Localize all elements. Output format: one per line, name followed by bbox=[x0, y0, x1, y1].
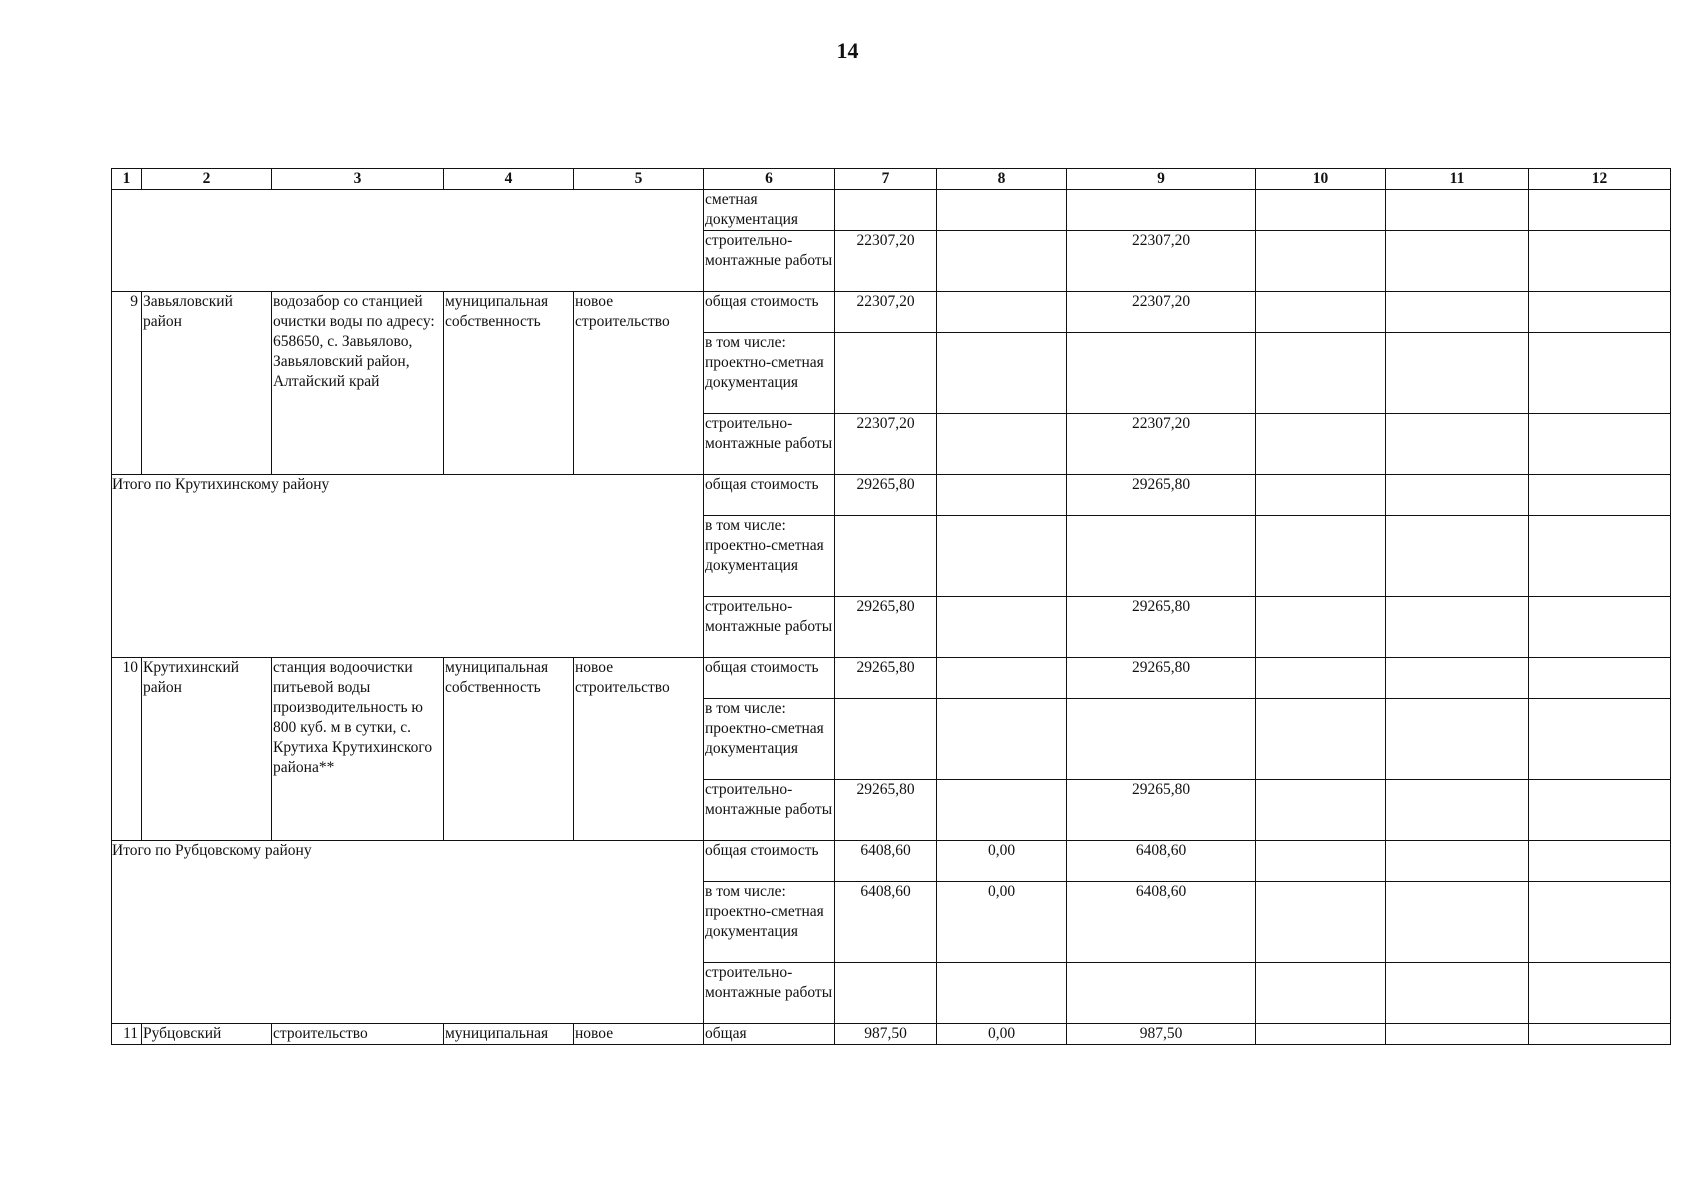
empty-cell bbox=[1386, 780, 1529, 841]
empty-cell bbox=[1256, 231, 1386, 292]
value-cell: 29265,80 bbox=[1067, 475, 1256, 516]
column-header: 5 bbox=[574, 169, 704, 190]
value-cell: 6408,60 bbox=[835, 882, 937, 963]
column-header: 8 bbox=[937, 169, 1067, 190]
empty-cell bbox=[1529, 190, 1671, 231]
cost-type-label: строительно-монтажные работы bbox=[704, 414, 835, 475]
object-cell: станция водоочистки питьевой воды производительность ю 800 куб. м в сутки, с. Крутиха Крутихинского района** bbox=[272, 658, 444, 841]
cost-type-label: общая стоимость bbox=[704, 475, 835, 516]
column-header: 2 bbox=[142, 169, 272, 190]
column-header: 12 bbox=[1529, 169, 1671, 190]
cost-type-label: общая стоимость bbox=[704, 292, 835, 333]
empty-cell bbox=[1256, 963, 1386, 1024]
value-cell bbox=[937, 597, 1067, 658]
value-cell: 987,50 bbox=[1067, 1024, 1256, 1045]
column-header: 10 bbox=[1256, 169, 1386, 190]
construction-type-cell: новое bbox=[574, 1024, 704, 1045]
value-cell: 0,00 bbox=[937, 882, 1067, 963]
value-cell: 22307,20 bbox=[1067, 292, 1256, 333]
empty-cell bbox=[1386, 475, 1529, 516]
value-cell: 22307,20 bbox=[835, 414, 937, 475]
district-cell: Рубцовский bbox=[142, 1024, 272, 1045]
empty-cell bbox=[1256, 475, 1386, 516]
empty-cell bbox=[1256, 292, 1386, 333]
column-header: 7 bbox=[835, 169, 937, 190]
value-cell bbox=[1067, 190, 1256, 231]
empty-cell bbox=[1529, 414, 1671, 475]
value-cell bbox=[937, 963, 1067, 1024]
value-cell bbox=[835, 963, 937, 1024]
value-cell: 6408,60 bbox=[1067, 882, 1256, 963]
cost-type-label: строительно-монтажные работы bbox=[704, 780, 835, 841]
empty-cell bbox=[1529, 292, 1671, 333]
empty-cell bbox=[1256, 780, 1386, 841]
empty-cell bbox=[1386, 1024, 1529, 1045]
investment-table bbox=[111, 168, 1671, 1045]
empty-cell bbox=[1529, 658, 1671, 699]
empty-cell bbox=[1529, 780, 1671, 841]
value-cell: 29265,80 bbox=[835, 475, 937, 516]
value-cell bbox=[835, 190, 937, 231]
column-header: 9 bbox=[1067, 169, 1256, 190]
row-number: 11 bbox=[112, 1024, 142, 1045]
column-header: 6 bbox=[704, 169, 835, 190]
table-row bbox=[112, 1024, 1671, 1045]
empty-cell bbox=[1386, 190, 1529, 231]
ownership-cell: муниципальная bbox=[444, 1024, 574, 1045]
cost-type-label: общая стоимость bbox=[704, 841, 835, 882]
value-cell: 6408,60 bbox=[1067, 841, 1256, 882]
value-cell: 0,00 bbox=[937, 1024, 1067, 1045]
empty-cell bbox=[1256, 516, 1386, 597]
empty-cell bbox=[1256, 597, 1386, 658]
empty-cell bbox=[1256, 1024, 1386, 1045]
object-cell: водозабор со станцией очистки воды по адресу: 658650, с. Завьялово, Завьяловский район, Алтайский край bbox=[272, 292, 444, 475]
value-cell bbox=[937, 190, 1067, 231]
cost-type-label: общая bbox=[704, 1024, 835, 1045]
cost-type-label: в том числе: проектно-сметная документация bbox=[704, 699, 835, 780]
table-row bbox=[112, 658, 1671, 699]
value-cell: 6408,60 bbox=[835, 841, 937, 882]
subtotal-row bbox=[112, 475, 1671, 516]
value-cell: 29265,80 bbox=[1067, 780, 1256, 841]
value-cell bbox=[937, 231, 1067, 292]
empty-cell bbox=[1256, 699, 1386, 780]
subtotal-label: Итого по Крутихинскому району bbox=[112, 475, 704, 658]
empty-cell bbox=[1256, 658, 1386, 699]
value-cell: 22307,20 bbox=[1067, 414, 1256, 475]
value-cell bbox=[1067, 516, 1256, 597]
value-cell bbox=[937, 699, 1067, 780]
value-cell: 29265,80 bbox=[835, 780, 937, 841]
empty-cell bbox=[1386, 333, 1529, 414]
empty-cell bbox=[1529, 882, 1671, 963]
empty-cell bbox=[1386, 699, 1529, 780]
empty-cell bbox=[1529, 963, 1671, 1024]
empty-cell bbox=[1529, 841, 1671, 882]
continuation-blank bbox=[112, 190, 704, 292]
column-header: 1 bbox=[112, 169, 142, 190]
ownership-cell: муниципальная собственность bbox=[444, 658, 574, 841]
value-cell bbox=[835, 699, 937, 780]
row-number: 9 bbox=[112, 292, 142, 475]
value-cell bbox=[937, 658, 1067, 699]
cost-type-label: общая стоимость bbox=[704, 658, 835, 699]
value-cell bbox=[835, 333, 937, 414]
page-number: 14 bbox=[836, 38, 859, 63]
empty-cell bbox=[1386, 658, 1529, 699]
construction-type-cell: новое строительство bbox=[574, 292, 704, 475]
value-cell bbox=[937, 516, 1067, 597]
row-number: 10 bbox=[112, 658, 142, 841]
cost-type-label: сметная документация bbox=[704, 190, 835, 231]
value-cell: 22307,20 bbox=[1067, 231, 1256, 292]
empty-cell bbox=[1256, 333, 1386, 414]
ownership-cell: муниципальная собственность bbox=[444, 292, 574, 475]
column-header-row bbox=[112, 169, 1671, 190]
empty-cell bbox=[1529, 516, 1671, 597]
empty-cell bbox=[1386, 882, 1529, 963]
empty-cell bbox=[1529, 699, 1671, 780]
value-cell: 29265,80 bbox=[1067, 658, 1256, 699]
empty-cell bbox=[1256, 882, 1386, 963]
district-cell: Завьяловский район bbox=[142, 292, 272, 475]
cost-type-label: в том числе: проектно-сметная документация bbox=[704, 333, 835, 414]
value-cell bbox=[1067, 333, 1256, 414]
empty-cell bbox=[1386, 597, 1529, 658]
cost-type-label: в том числе: проектно-сметная документация bbox=[704, 882, 835, 963]
subtotal-label: Итого по Рубцовскому району bbox=[112, 841, 704, 1024]
value-cell bbox=[1067, 963, 1256, 1024]
value-cell: 29265,80 bbox=[835, 597, 937, 658]
value-cell bbox=[1067, 699, 1256, 780]
empty-cell bbox=[1529, 231, 1671, 292]
cost-type-label: строительно-монтажные работы bbox=[704, 597, 835, 658]
empty-cell bbox=[1386, 292, 1529, 333]
empty-cell bbox=[1386, 231, 1529, 292]
empty-cell bbox=[1386, 963, 1529, 1024]
object-cell: строительство bbox=[272, 1024, 444, 1045]
empty-cell bbox=[1386, 516, 1529, 597]
value-cell bbox=[937, 414, 1067, 475]
value-cell: 22307,20 bbox=[835, 292, 937, 333]
value-cell bbox=[937, 475, 1067, 516]
empty-cell bbox=[1529, 475, 1671, 516]
table-row bbox=[112, 190, 1671, 231]
subtotal-row bbox=[112, 841, 1671, 882]
district-cell: Крутихинский район bbox=[142, 658, 272, 841]
cost-type-label: строительно-монтажные работы bbox=[704, 963, 835, 1024]
column-header: 4 bbox=[444, 169, 574, 190]
value-cell: 29265,80 bbox=[835, 658, 937, 699]
column-header: 3 bbox=[272, 169, 444, 190]
cost-type-label: строительно-монтажные работы bbox=[704, 231, 835, 292]
table-row bbox=[112, 292, 1671, 333]
empty-cell bbox=[1386, 414, 1529, 475]
column-header: 11 bbox=[1386, 169, 1529, 190]
empty-cell bbox=[1529, 597, 1671, 658]
empty-cell bbox=[1256, 841, 1386, 882]
value-cell bbox=[835, 516, 937, 597]
value-cell bbox=[937, 780, 1067, 841]
value-cell: 29265,80 bbox=[1067, 597, 1256, 658]
empty-cell bbox=[1529, 333, 1671, 414]
value-cell: 22307,20 bbox=[835, 231, 937, 292]
value-cell bbox=[937, 333, 1067, 414]
cost-type-label: в том числе: проектно-сметная документация bbox=[704, 516, 835, 597]
value-cell: 0,00 bbox=[937, 841, 1067, 882]
empty-cell bbox=[1256, 414, 1386, 475]
empty-cell bbox=[1256, 190, 1386, 231]
empty-cell bbox=[1386, 841, 1529, 882]
empty-cell bbox=[1529, 1024, 1671, 1045]
construction-type-cell: новое строительство bbox=[574, 658, 704, 841]
value-cell bbox=[937, 292, 1067, 333]
value-cell: 987,50 bbox=[835, 1024, 937, 1045]
